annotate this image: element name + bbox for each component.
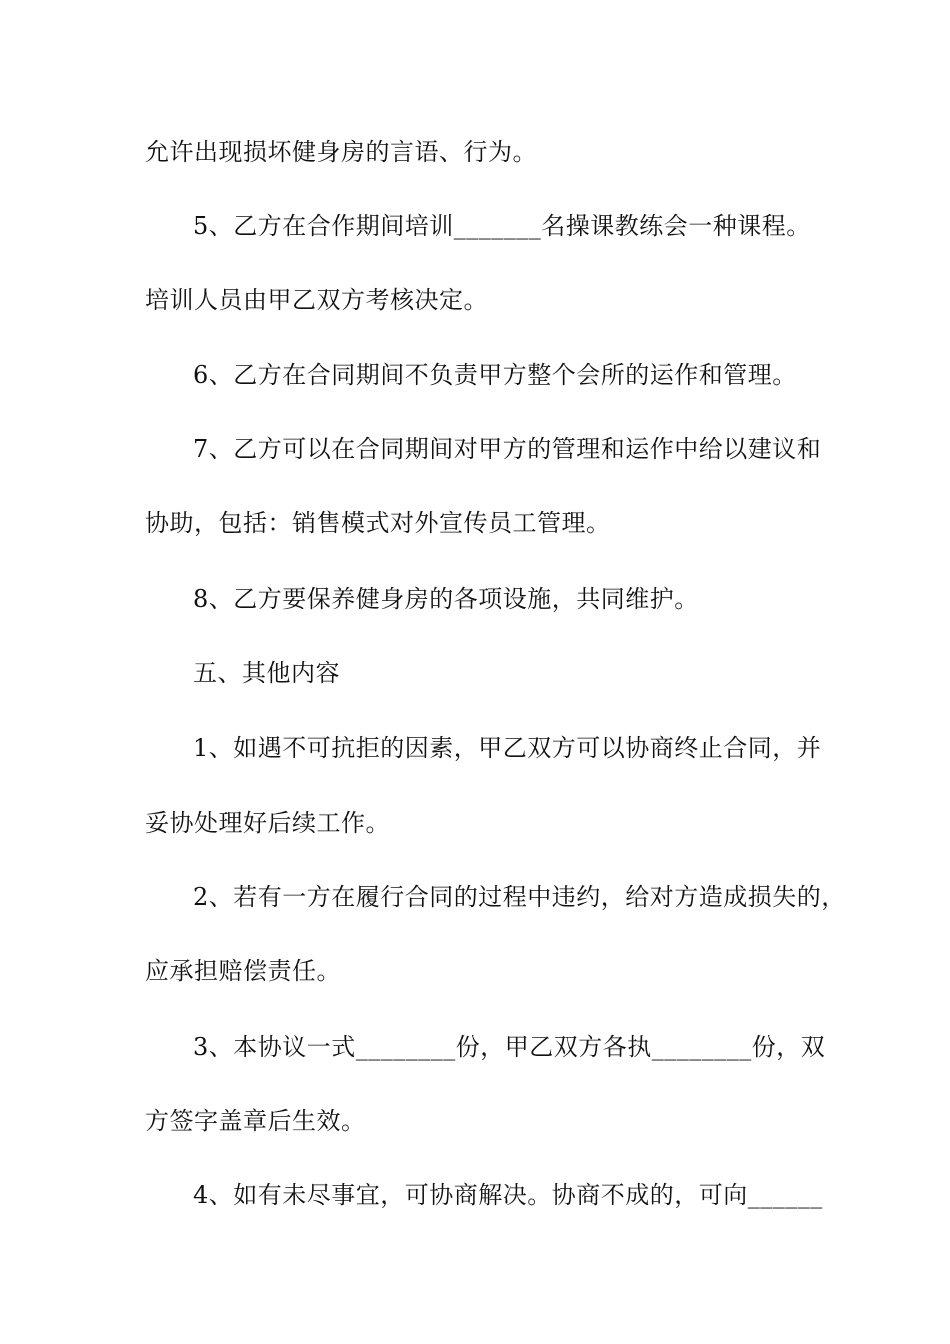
text-line: 协助，包括：销售模式对外宣传员工管理。 bbox=[145, 509, 611, 537]
text-line: 妥协处理好后续工作。 bbox=[145, 809, 390, 837]
clause-6: 6、乙方在合同期间不负责甲方整个会所的运作和管理。 bbox=[193, 361, 797, 389]
other-clause-4: 4、如有未尽事宜，可协商解决。协商不成的，可向______ bbox=[193, 1181, 823, 1209]
text-line: 允许出现损坏健身房的言语、行为。 bbox=[145, 138, 537, 166]
clause-8: 8、乙方要保养健身房的各项设施，共同维护。 bbox=[193, 585, 699, 613]
clause-5: 5、乙方在合作期间培训_______名操课教练会一种课程。 bbox=[193, 212, 811, 240]
text-line: 应承担赔偿责任。 bbox=[145, 957, 341, 985]
text-line: 方签字盖章后生效。 bbox=[145, 1107, 366, 1135]
other-clause-3: 3、本协议一式________份，甲乙双方各执________份，双 bbox=[193, 1033, 826, 1061]
other-clause-1: 1、如遇不可抗拒的因素，甲乙双方可以协商终止合同，并 bbox=[193, 734, 822, 762]
clause-7: 7、乙方可以在合同期间对甲方的管理和运作中给以建议和 bbox=[193, 435, 822, 463]
text-line: 培训人员由甲乙双方考核决定。 bbox=[145, 286, 488, 314]
section-heading: 五、其他内容 bbox=[193, 659, 340, 687]
other-clause-2: 2、若有一方在履行合同的过程中违约，给对方造成损失的， bbox=[193, 883, 846, 911]
